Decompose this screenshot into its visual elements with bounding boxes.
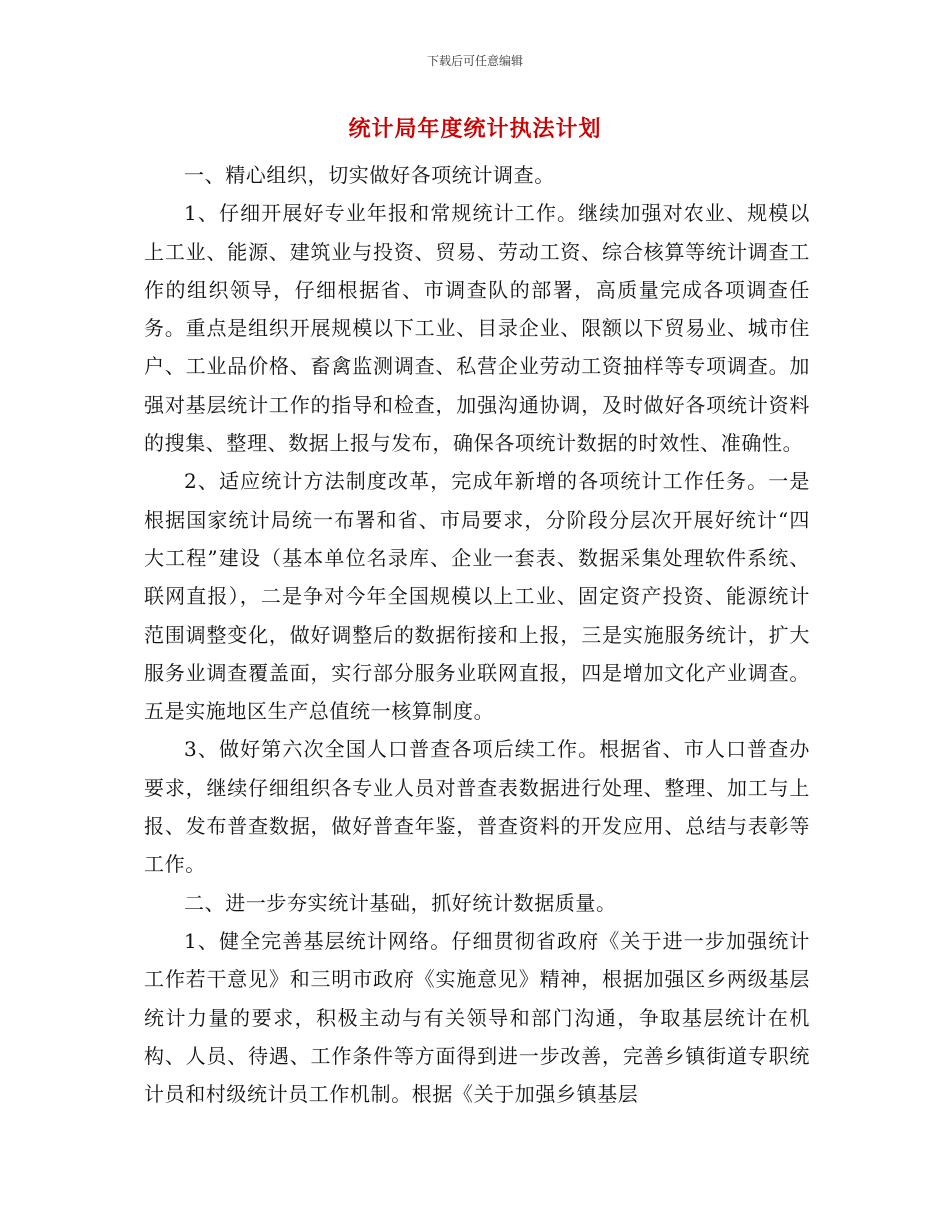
paragraph-section-2-heading: 二、进一步夯实统计基础，抓好统计数据质量。	[184, 890, 617, 915]
paragraph-1-3: 3、做好第六次全国人口普查各项后续工作。根据省、市人口普查办要求，继续仔细组织各专业人员对普查表数据进行处理、整理、加工与上报、发布普查数据，做好普查年鉴，普查资料的开发应用、总结与表彰等工作。	[144, 737, 810, 877]
header-note: 下载后可任意编辑	[426, 54, 523, 68]
paragraph-section-1-heading: 一、精心组织，切实做好各项统计调查。	[184, 163, 555, 187]
paragraph-1-1: 1、仔细开展好专业年报和常规统计工作。继续加强对农业、规模以上工业、能源、建筑业与投资、贸易、劳动工资、综合核算等统计调查工作的组织领导，仔细根据省、市调查队的部署，高质量完成各项调查任务。重点是组织开展规模以下工业、目录企业、限额以下贸易业、城市住户、工业品价格、畜禽监测调查、私营企业劳动工资抽样等专项调查。加强对基层统计工作的指导和检查，加强沟通协调，及时做好各项统计资料的搜集、整理、数据上报与发布，确保各项统计数据的时效性、准确性。	[144, 201, 810, 456]
paragraph-1-2: 2、适应统计方法制度改革，完成年新增的各项统计工作任务。一是根据国家统计局统一布署和省、市局要求，分阶段分层次开展好统计“四大工程”建设（基本单位名录库、企业一套表、数据采集处理软件系统、联网直报），二是争对今年全国规模以上工业、固定资产投资、能源统计范围调整变化，做好调整后的数据衔接和上报，三是实施服务统计，扩大服务业调查覆盖面，实行部分服务业联网直报，四是增加文化产业调查。五是实施地区生产总值统一核算制度。	[144, 469, 810, 724]
document-body	[144, 156, 810, 1113]
page-title: 统计局年度统计执法计划	[348, 117, 602, 142]
paragraph-2-1: 1、健全完善基层统计网络。仔细贯彻省政府《关于进一步加强统计工作若干意见》和三明市政府《实施意见》精神，根据加强区乡两级基层统计力量的要求，积极主动与有关领导和部门沟通，争取基层统计在机构、人员、待遇、工作条件等方面得到进一步改善，完善乡镇街道专职统计员和村级统计员工作机制。根据《关于加强乡镇基层	[144, 928, 810, 1107]
